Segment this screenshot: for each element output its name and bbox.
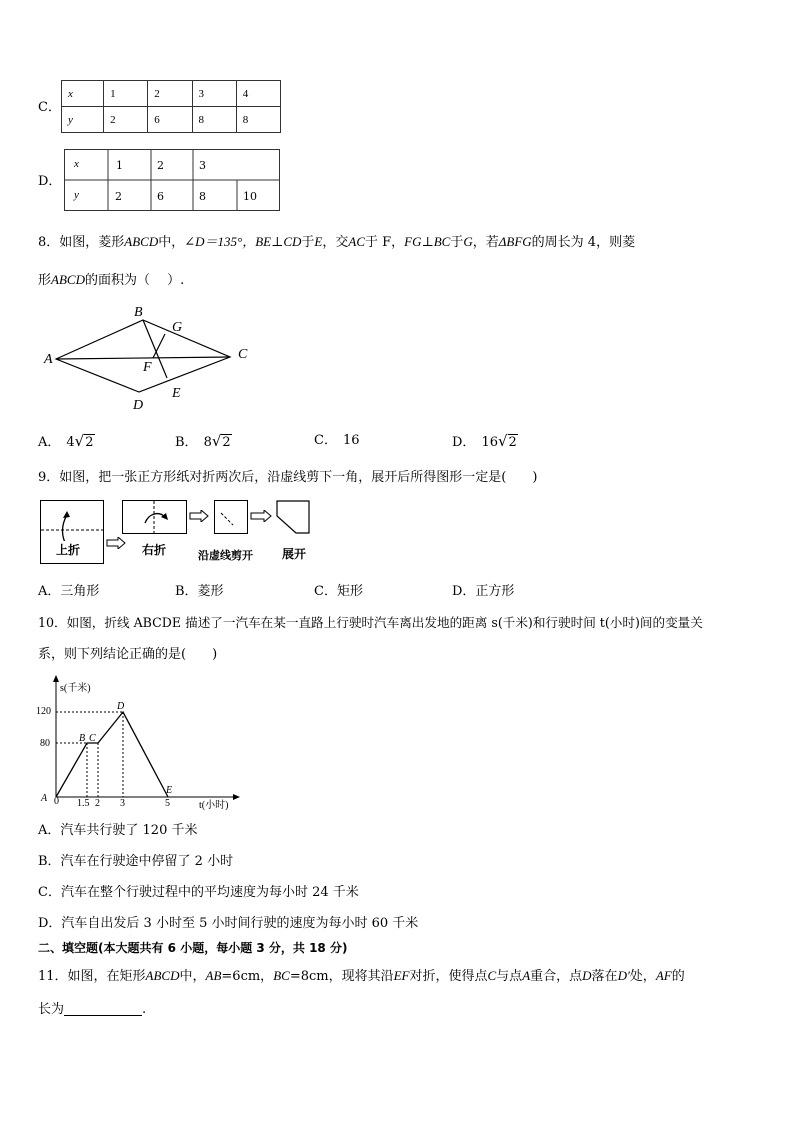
step-label: 沿虚线剪开 (198, 549, 253, 562)
point-b-label: B (134, 305, 143, 320)
q10-line2: 系，则下列结论正确的是( ) (38, 647, 218, 662)
q10-line1: 10．如图，折线 ABCDE 描述了一汽车在某一直路上行驶时汽车离出发地的距离 s(千米)和行驶时间 t(小时)间的变量关 (38, 615, 703, 630)
x-axis-label: t(小时) (199, 800, 229, 811)
q8-option-d[interactable]: D． 16√2 (452, 432, 517, 450)
table-cell: 2 (157, 159, 164, 172)
q9-option-a[interactable]: A．三角形 (38, 584, 100, 599)
step-label: 展开 (282, 547, 307, 561)
fold-step-4 (276, 500, 310, 534)
table-cell: 2 (104, 107, 148, 133)
point-c-label: C (89, 733, 96, 744)
y-axis-label: s(千米) (60, 683, 91, 694)
q8-option-a[interactable]: A． 4√2 (38, 432, 94, 450)
rhombus-figure (40, 300, 270, 420)
table-cell: 8 (236, 107, 280, 133)
table-cell: 8 (199, 190, 206, 203)
x-tick: 1.5 (77, 798, 90, 809)
point-a-label: A (41, 793, 48, 804)
table-cell: 4 (236, 81, 280, 107)
table-cell: x (62, 81, 104, 107)
y-tick: 80 (40, 738, 50, 749)
q9-option-d[interactable]: D．正方形 (452, 584, 515, 599)
step-label: 上折 (56, 543, 81, 557)
fold-step-3 (214, 500, 248, 534)
x-tick: 5 (165, 798, 170, 809)
q11-line1: 11．如图，在矩形ABCD中，AB=6cm，BC=8cm，现将其沿EF对折，使得点C与点A重合，点D落在D′处，AF的 (38, 968, 685, 984)
fold-step-2 (122, 500, 187, 534)
q10-option-a[interactable]: A．汽车共行驶了 120 千米 (38, 823, 198, 838)
q10-option-c[interactable]: C．汽车在整个行驶过程中的平均速度为每小时 24 千米 (38, 885, 359, 900)
point-a-label: A (44, 352, 53, 367)
q8-line1: 8．如图，菱形ABCD中，∠D＝135°，BE⊥CD于E，交AC于 F，FG⊥BC于G，若ΔBFG的周长为 4，则菱 (38, 234, 636, 250)
y-tick: 120 (36, 706, 51, 717)
arrow-right-icon (106, 537, 126, 549)
q9-option-c[interactable]: C．矩形 (314, 584, 363, 599)
q8-option-c[interactable]: C． 16 (314, 433, 360, 448)
answer-blank[interactable] (64, 1004, 142, 1016)
option-d-table (64, 149, 279, 211)
table-cell: 1 (104, 81, 148, 107)
table-cell: 2 (115, 190, 122, 203)
origin-label: 0 (54, 796, 59, 807)
table-cell: y (62, 107, 104, 133)
q9-option-b[interactable]: B．菱形 (175, 584, 224, 599)
point-f-label: F (143, 360, 152, 375)
section-heading: 二、填空题(本大题共有 6 小题，每小题 3 分，共 18 分) (38, 941, 348, 955)
option-c-label[interactable]: C． (38, 100, 61, 115)
table-cell: 3 (199, 159, 206, 172)
table-cell: x (74, 158, 79, 170)
point-b-label: B (79, 733, 86, 744)
table-cell: 6 (157, 190, 164, 203)
q10-option-b[interactable]: B．汽车在行驶途中停留了 2 小时 (38, 854, 234, 869)
table-cell: 8 (192, 107, 236, 133)
fold-step-1 (40, 500, 104, 564)
table-cell: y (74, 189, 79, 201)
table-cell: 10 (243, 190, 257, 203)
x-tick: 2 (95, 798, 100, 809)
option-d-label[interactable]: D． (38, 174, 62, 189)
point-e-label: E (172, 386, 181, 401)
table-cell: 6 (148, 107, 192, 133)
step-label: 右折 (142, 543, 167, 557)
x-tick: 3 (120, 798, 125, 809)
table-cell: 1 (116, 159, 123, 172)
arrow-right-icon (250, 510, 272, 522)
point-e-label: E (166, 785, 173, 796)
point-d-label: D (117, 701, 125, 712)
q8-option-b[interactable]: B． 8√2 (175, 432, 231, 450)
table-cell: 3 (192, 81, 236, 107)
point-c-label: C (238, 347, 248, 362)
option-c-table (61, 80, 281, 133)
table-cell: 2 (148, 81, 192, 107)
q8-line2: 形ABCD的面积为（ ）. (38, 272, 185, 288)
q9-text: 9．如图，把一张正方形纸对折两次后，沿虚线剪下一角，展开后所得图形一定是( ) (38, 470, 538, 485)
q10-option-d[interactable]: D．汽车自出发后 3 小时至 5 小时间行驶的速度为每小时 60 千米 (38, 916, 419, 931)
arrow-right-icon (189, 510, 209, 522)
point-d-label: D (133, 398, 144, 413)
point-g-label: G (172, 320, 183, 335)
q11-line2: 长为 . (38, 1002, 147, 1017)
